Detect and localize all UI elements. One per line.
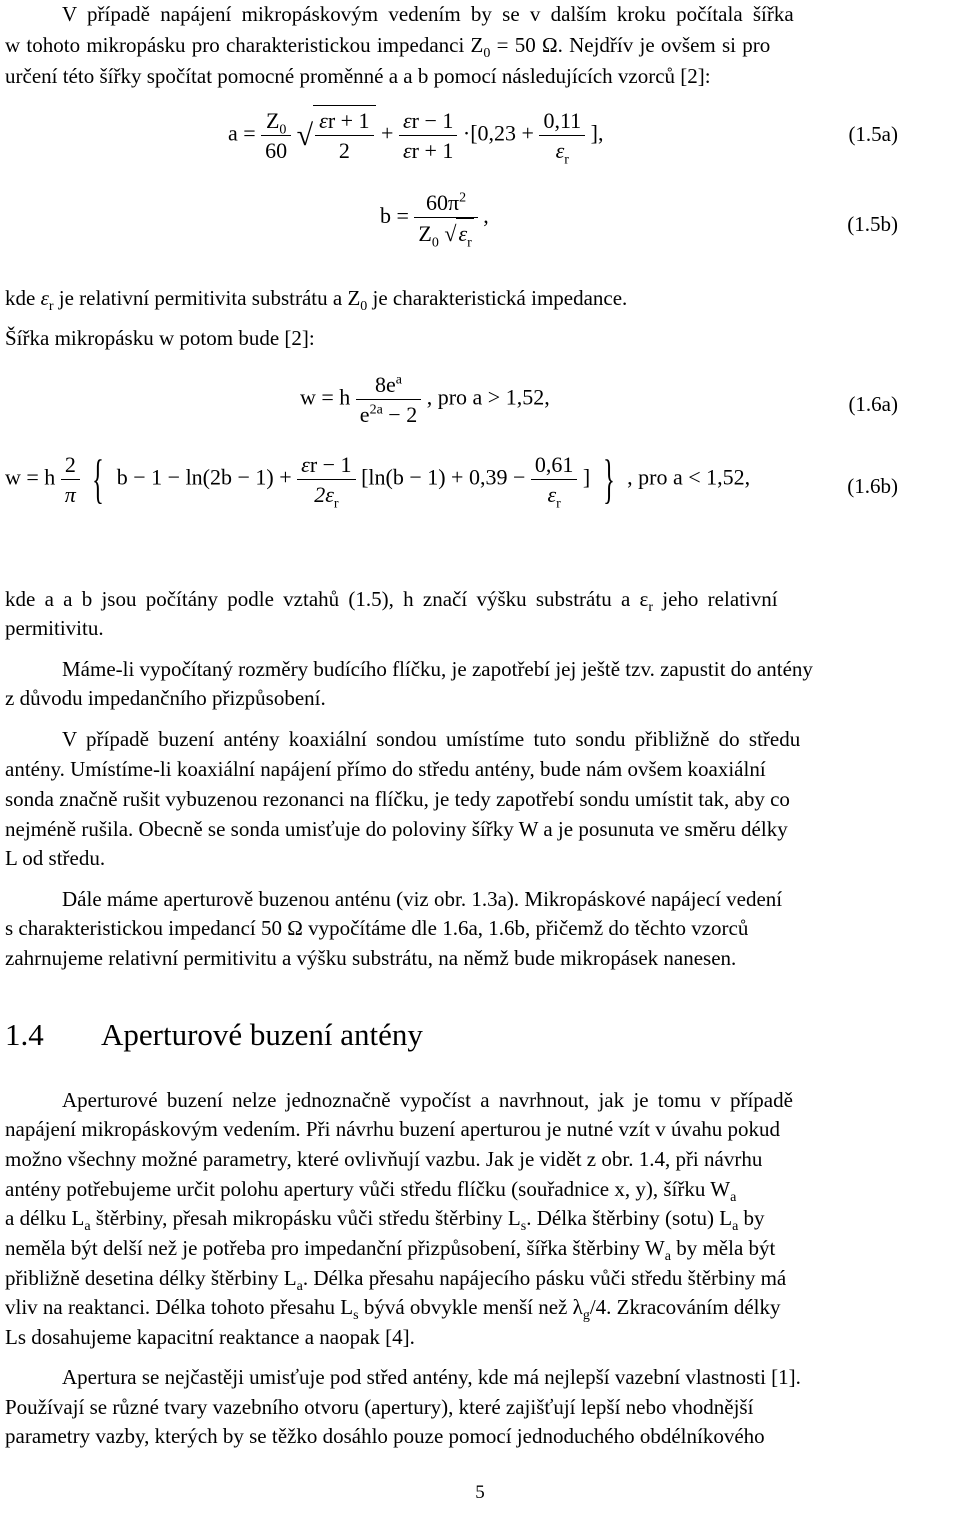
- para-section1-line-7: přibližně desetina délky štěrbiny $L_a$. Délka přesahu napájecího pásku vůči středu štěrbiny má: [5, 1266, 787, 1295]
- equation-1-6a: w = h $\frac{8e^a}{e^{2a} - 2}$ , pro a > 1,52,: [300, 372, 550, 427]
- section-title: Aperturové buzení antény: [101, 1017, 423, 1052]
- para-section1-line-1: Aperturové buzení nelze jednoznačně vypočíst a navrhnout, jak je tomu v případě: [62, 1088, 793, 1112]
- para-section1-line-9: Ls dosahujeme kapacitní reaktance a naopak [4].: [5, 1325, 415, 1349]
- para-section1-line-5: a délku $L_a$ štěrbiny, přesah mikropásku vůči středu štěrbiny $L_s$. Délka štěrbiny (sotu) $L_a$ by: [5, 1206, 765, 1235]
- para-aperture-intro-line-3: zahrnujeme relativní permitivitu a výšku substrátu, na němž bude mikropásek nanesen.: [5, 946, 737, 970]
- page-number: 5: [475, 1482, 485, 1503]
- intro-line-1: V případě napájení mikropáskovým vedením by se v dalším kroku počítala šířka: [62, 2, 794, 26]
- section-number: 1.4: [5, 1017, 44, 1052]
- para-section1-line-8: vliv na reaktanci. Délka tohoto přesahu $L_s$ bývá obvykle menší než $\lambda_g/4$. Zkracováním délky: [5, 1295, 781, 1324]
- para-section2-line-2: Používají se různé tvary vazebního otvoru (apertury), které zajišťují lepší nebo vhodnější: [5, 1395, 754, 1419]
- para-coax-line-5: L od středu.: [5, 846, 106, 870]
- para-section2-line-3: parametry vazby, kterých by se těžko dosáhlo pouze pomocí jednoduchého obdélníkového: [5, 1424, 765, 1448]
- equation-1-5a: a = $\frac{Z_0}{60}$ √ $\frac{\varepsilon r + 1}{2}$ + $\frac{\varepsilon r - 1}{\varepsilon r + 1}$ ·[0,23 + $\frac{0,11}{\varepsilon_r}$ ],: [228, 105, 603, 165]
- para-coax-line-4: nejméně rušila. Obecně se sonda umisťuje do poloviny šířky W a je posunuta ve směru délky: [5, 817, 788, 841]
- para-section1-line-6: neměla být delší než je potřeba pro impedanční přizpůsobení, šířka štěrbiny $W_a$ by měla být: [5, 1236, 776, 1265]
- where-line-2: kde a a b jsou počítány podle vztahů (1.5), h značí výšku substrátu a $\varepsilon_r$ jeho relativní: [5, 587, 778, 616]
- para-feed-line-1: Máme-li vypočítaný rozměry budícího flíčku, je zapotřebí jej ještě tzv. zapustit do antény: [62, 657, 813, 681]
- equation-label-1-6a: (1.6a): [848, 392, 898, 416]
- para-section2-line-1: Apertura se nejčastěji umisťuje pod střed antény, kde má nejlepší vazební vlastnosti [1].: [62, 1365, 801, 1389]
- equation-label-1-5a: (1.5a): [848, 122, 898, 146]
- para-section1-line-4: antény potřebujeme určit polohu apertury vůči středu flíčku (souřadnice x, y), šířku $W_a$: [5, 1177, 737, 1206]
- intro-line-3: určení této šířky spočítat pomocné proměnné a a b pomocí následujících vzorců [2]:: [5, 64, 711, 88]
- para-aperture-intro-line-2: s charakteristickou impedancí 50 Ω vypočítáme dle 1.6a, 1.6b, přičemž do těchto vzorců: [5, 916, 749, 940]
- equation-label-1-6b: (1.6b): [847, 474, 898, 498]
- para-coax-line-3: sonda značně rušit vybuzenou rezonanci na flíčku, je tedy zapotřebí sondu umístit tak, aby co: [5, 787, 790, 811]
- equation-label-1-5b: (1.5b): [847, 212, 898, 236]
- para-feed-line-2: z důvodu impedančního přizpůsobení.: [5, 686, 326, 710]
- width-intro: Šířka mikropásku w potom bude [2]:: [5, 326, 315, 350]
- para-section1-line-2: napájení mikropáskovým vedením. Při návrhu buzení aperturou je nutné vzít v úvahu pokud: [5, 1117, 781, 1141]
- section-heading: [5, 1017, 423, 1052]
- equation-1-5b: b = $\frac{60\pi^2}{Z_0 √\varepsilon_r}$ ,: [380, 190, 489, 251]
- intro-line-2: w tohoto mikropásku pro charakteristickou impedanci $Z_0 = 50$ Ω. Nejdřív je ovšem si pro: [5, 33, 771, 62]
- where-line-3: permitivitu.: [5, 616, 104, 640]
- equation-1-6b: w = h $\frac{2}{\pi}$ { b − 1 − ln(2b − 1) + $\frac{\varepsilon r - 1}{2\varepsilon_r}$ [ln(b − 1) + 0,39 − $\frac{0,61}{\varepsilon_r}$ ] } , pro a < 1,52,: [5, 449, 751, 512]
- where-line-1: kde $\varepsilon_r$ je relativní permitivita substrátu a $Z_0$ je charakteristická impedance.: [5, 286, 628, 315]
- para-section1-line-3: možno všechny možné parametry, které ovlivňují vazbu. Jak je vidět z obr. 1.4, při návrhu: [5, 1147, 763, 1171]
- para-aperture-intro-line-1: Dále máme aperturově buzenou anténu (viz obr. 1.3a). Mikropáskové napájecí vedení: [62, 887, 783, 911]
- para-coax-line-1: V případě buzení antény koaxiální sondou umístíme tuto sondu přibližně do středu: [62, 727, 801, 751]
- para-coax-line-2: antény. Umístíme-li koaxiální napájení přímo do středu antény, bude nám ovšem koaxiální: [5, 757, 766, 781]
